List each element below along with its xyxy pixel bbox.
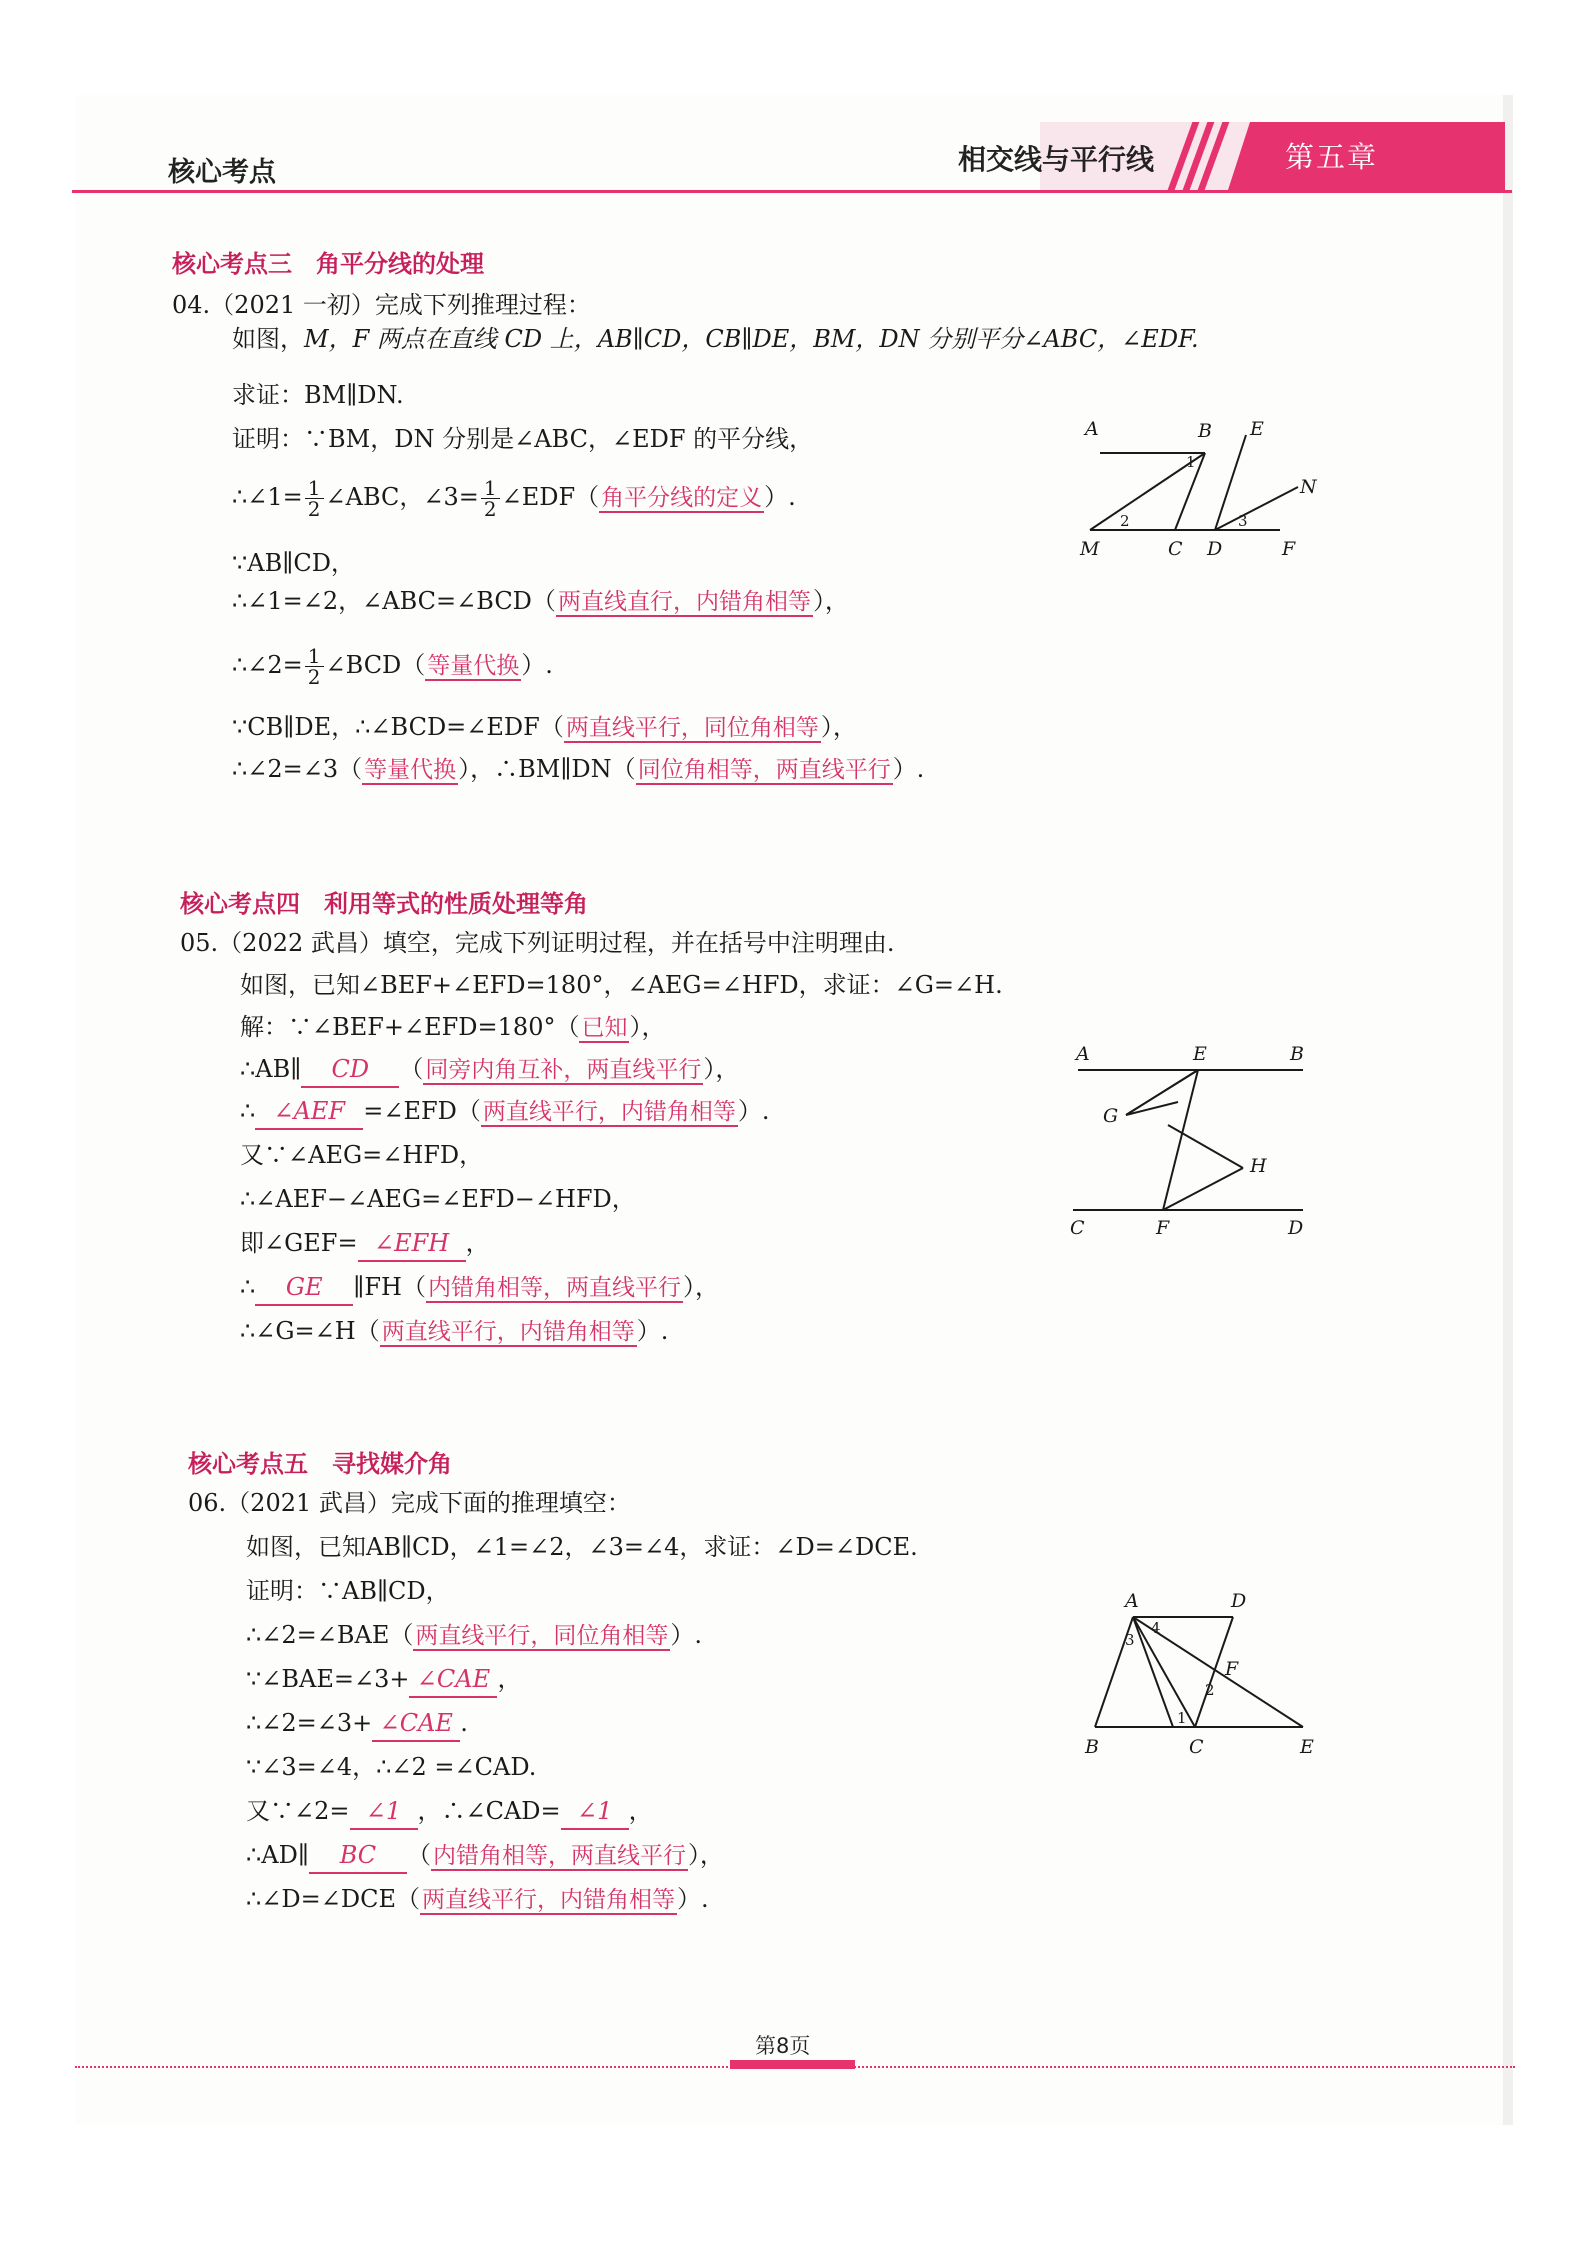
proof-line [240,1010,665,1045]
proof-text: =∠EFD（ [363,1097,481,1125]
proof-text: ），∴BM∥DN（ [458,755,636,783]
proof-text: ）. [636,1317,669,1345]
point-label: B [1198,420,1212,442]
page-number: 第8页 [755,2034,811,2058]
point-label: D [1207,538,1223,560]
proof-text: ∴∠2=∠BAE（ [246,1621,414,1649]
point-label: N [1300,476,1317,498]
point-label: F [1225,1658,1239,1680]
fraction-numerator: 1 [305,478,324,499]
answer-blank: 内错角相等，两直线平行 [427,1275,681,1301]
point-label: M [1080,538,1100,560]
fraction [305,478,324,519]
fraction-numerator: 1 [481,478,500,499]
angle-label: 3 [1238,512,1248,530]
question-source: （2021 一初）完成下列推理过程： [210,291,591,319]
figure-q05 [1068,1040,1308,1240]
point-label: B [1290,1043,1304,1065]
proof-line [240,1270,719,1306]
answer-blank: 两直线平行，内错角相等 [482,1099,736,1125]
answer-blank: ∠AEF [255,1094,363,1130]
point-label: E [1193,1043,1207,1065]
answer-blank: 等量代换 [427,653,520,679]
proof-line [240,1052,739,1088]
proof-line [240,1314,668,1349]
proof-line [232,646,553,687]
answer-blank: GE [255,1270,353,1306]
question-header [172,288,591,322]
proof-text: ∠EDF（ [501,483,600,511]
proof-text: ∴∠1=∠2，∠ABC=∠BCD（ [232,587,556,615]
proof-text: ∴∠G=∠H（ [240,1317,380,1345]
page-edge [1503,95,1513,2125]
answer-blank: 已知 [581,1015,628,1041]
answer-blank: 角平分线的定义 [601,485,763,511]
answer-blank: 等量代换 [364,757,457,783]
answer-blank: 同位角相等，两直线平行 [637,757,891,783]
proof-line [240,1094,770,1130]
answer-blank: ∠CAE [372,1706,460,1742]
question-header [180,926,895,960]
angle-label: 2 [1205,1681,1215,1699]
fraction-denominator: 2 [307,497,321,521]
proof-text: ）. [676,1885,709,1913]
fraction-numerator: 1 [305,646,324,667]
angle-label: 1 [1186,453,1196,471]
proof-text: （ [399,1055,424,1083]
point-label: H [1250,1155,1267,1177]
answer-blank: ∠1 [561,1794,629,1830]
proof-line [246,1838,724,1874]
proof-text: ）， [629,1013,666,1041]
answer-blank: ∠CAE [409,1662,497,1698]
answer-blank: 两直线平行，内错角相等 [381,1319,635,1345]
proof-text: ∴∠1= [232,483,303,511]
proof-line [246,1882,709,1917]
point-label: A [1085,418,1099,440]
answer-blank: ∠EFH [358,1226,466,1262]
proof-text: . [460,1709,468,1737]
header-chapter: 第五章 [1285,140,1379,174]
header-title: 相交线与平行线 [958,143,1155,176]
proof-line: ∵AB∥CD， [232,549,355,577]
proof-line [232,478,796,519]
angle-label: 4 [1151,1619,1161,1637]
angle-label: 2 [1120,512,1130,530]
answer-blank: 两直线平行，内错角相等 [421,1887,675,1913]
question-number: 06. [188,1489,227,1517]
proof-text: ， [628,1797,653,1825]
proof-line: ∵∠3=∠4，∴∠2 =∠CAD. [246,1753,537,1781]
point-label: C [1070,1217,1085,1239]
proof-text: ∴AD∥ [246,1841,309,1869]
proof-line: 证明：∵BM，DN 分别是∠ABC，∠EDF 的平分线， [232,425,814,453]
answer-blank: 两直线直行，内错角相等 [557,589,811,615]
point-label: F [1156,1217,1170,1239]
proof-line: ∴∠AEF−∠AEG=∠EFD−∠HFD， [240,1185,636,1213]
proof-text: ）， [682,1273,719,1301]
figure-q06 [1085,1585,1330,1765]
proof-text: ）. [892,755,925,783]
section-title: 核心考点五 寻找媒介角 [188,1450,452,1478]
proof-text: ∴∠2= [232,651,303,679]
proof-text: ∴ [240,1097,256,1125]
answer-blank: 两直线平行，同位角相等 [415,1623,669,1649]
point-label: A [1076,1043,1090,1065]
proof-text: ）. [764,483,796,511]
prove-line: 求证：BM∥DN. [232,381,404,409]
point-label: E [1300,1736,1314,1758]
figure-q04 [1080,415,1330,565]
stem-prefix: 如图， [232,325,304,353]
fraction-denominator: 2 [307,665,321,689]
fraction [305,646,324,687]
proof-text: 解：∵∠BEF+∠EFD=180°（ [240,1013,580,1041]
proof-text: ）， [812,587,849,615]
angle-label: 1 [1177,1709,1187,1727]
proof-line [232,752,924,787]
question-stem: 如图，已知∠BEF+∠EFD=180°，∠AEG=∠HFD，求证：∠G=∠H. [240,971,1003,999]
proof-line: 又∵∠AEG=∠HFD， [240,1141,484,1169]
answer-blank: BC [309,1838,407,1874]
answer-blank: ∠1 [350,1794,418,1830]
proof-line [232,710,857,745]
proof-text: 又∵∠2= [246,1797,350,1825]
footer-accent-bar [730,2060,855,2069]
proof-text: ）， [687,1841,724,1869]
proof-text: ， [465,1229,490,1257]
proof-line [240,1226,490,1262]
proof-text: ）， [820,713,857,741]
point-label: G [1103,1105,1119,1127]
point-label: D [1288,1217,1304,1239]
proof-line [232,584,849,619]
header-rule [72,190,1512,193]
proof-text: ∴∠2=∠3+ [246,1709,373,1737]
answer-blank: 内错角相等，两直线平行 [432,1843,686,1869]
section-title: 核心考点四 利用等式的性质处理等角 [180,890,588,918]
proof-text: ）. [670,1621,702,1649]
point-label: C [1168,538,1183,560]
question-source: （2021 武昌）完成下面的推理填空： [226,1489,631,1517]
question-stem: 如图，已知AB∥CD，∠1=∠2，∠3=∠4，求证：∠D=∠DCE. [246,1533,918,1561]
proof-text: ∵CB∥DE，∴∠BCD=∠EDF（ [232,713,564,741]
proof-text: ）. [737,1097,770,1125]
point-label: A [1125,1590,1139,1612]
answer-blank: 两直线平行，同位角相等 [565,715,819,741]
proof-text: ）. [521,651,553,679]
point-label: F [1282,538,1296,560]
proof-text: ， [497,1665,522,1693]
answer-blank: CD [301,1052,399,1088]
question-source: （2022 武昌）填空，完成下列证明过程，并在括号中注明理由. [218,929,895,957]
proof-text: （ [406,1841,431,1869]
proof-text: ∥FH（ [353,1273,426,1301]
question-header [188,1486,631,1520]
proof-text: ∴ [240,1273,256,1301]
proof-line [246,1618,702,1653]
angle-label: 3 [1125,1631,1135,1649]
proof-text: ∠ABC，∠3= [325,483,479,511]
stem-text: M，F 两点在直线 CD 上，AB∥CD，CB∥DE，BM，DN 分别平分∠ABC，∠EDF. [304,325,1199,353]
proof-text: ∴AB∥ [240,1055,302,1083]
point-label: D [1231,1590,1247,1612]
point-label: C [1189,1736,1204,1758]
fraction-denominator: 2 [483,497,497,521]
proof-text: ∴∠D=∠DCE（ [246,1885,420,1913]
proof-text: ∠BCD（ [325,651,426,679]
header-left-label: 核心考点 [168,157,276,188]
point-label: E [1250,418,1264,440]
fraction [481,478,500,519]
proof-line: 证明：∵AB∥CD， [246,1577,450,1605]
proof-text: ∵∠BAE=∠3+ [246,1665,410,1693]
proof-line [246,1706,468,1742]
proof-text: ∴∠2=∠3（ [232,755,363,783]
section-title: 核心考点三 角平分线的处理 [172,250,484,278]
answer-blank: 同旁内角互补，两直线平行 [425,1057,702,1083]
question-stem [232,322,1199,356]
proof-line [246,1794,653,1830]
proof-text: ，∴∠CAD= [417,1797,561,1825]
proof-line [246,1662,521,1698]
proof-text: 即∠GEF= [240,1229,358,1257]
question-number: 04. [172,291,211,319]
question-number: 05. [180,929,219,957]
point-label: B [1085,1736,1099,1758]
proof-text: ）， [703,1055,740,1083]
